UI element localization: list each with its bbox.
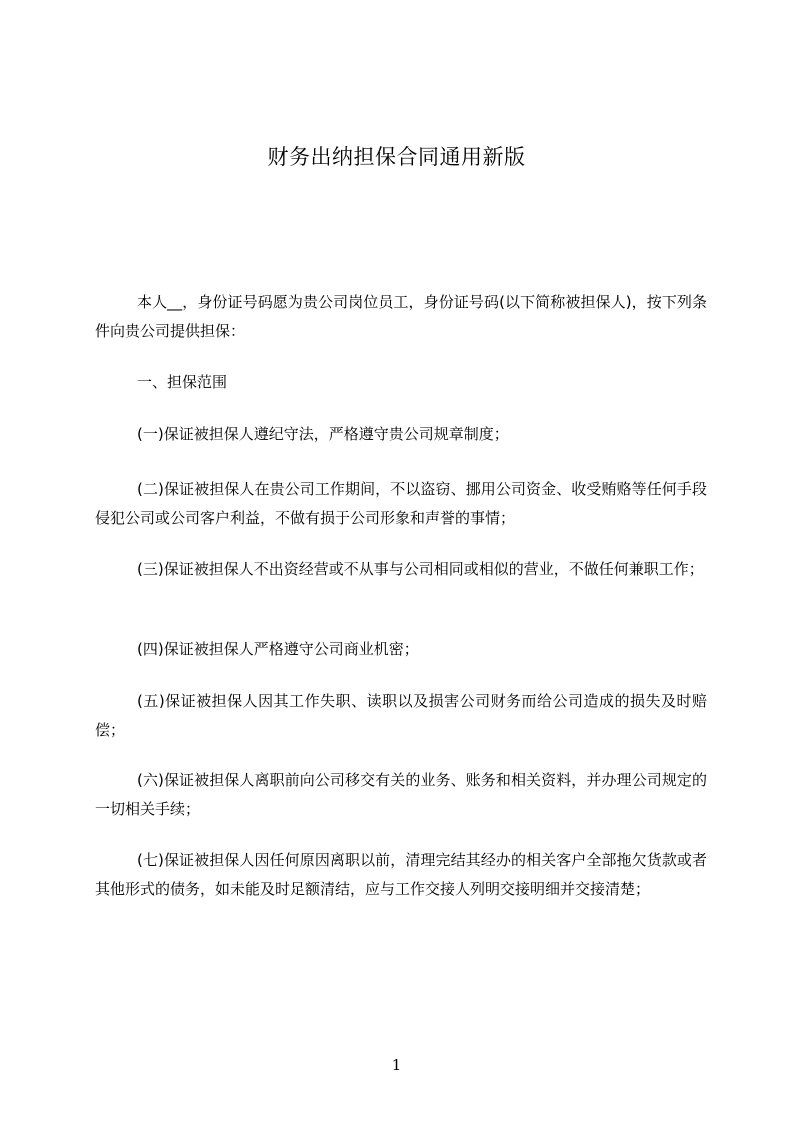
paragraph-intro: 本人__，身份证号码愿为贵公司岗位员工，身份证号码(以下简称被担保人)，按下列条件向贵公司提供担保： (95, 293, 707, 340)
paragraph-clause-1: (一)保证被担保人遵纪守法，严格遵守贵公司规章制度； (137, 425, 509, 443)
document-title: 财务出纳担保合同通用新版 (267, 145, 526, 169)
paragraph-clause-6: (六)保证被担保人离职前向公司移交有关的业务、账务和相关资料，并办理公司规定的一切相关手续； (95, 771, 707, 818)
paragraph-section-heading: 一、担保范围 (137, 373, 228, 391)
paragraph-clause-4: (四)保证被担保人严格遵守公司商业机密； (137, 640, 419, 658)
paragraph-clause-2: (二)保证被担保人在贵公司工作期间，不以盗窃、挪用公司资金、收受贿赂等任何手段侵犯公司或公司客户利益，不做有损于公司形象和声誉的事情； (95, 480, 707, 527)
paragraph-clause-3: (三)保证被担保人不出资经营或不从事与公司相同或相似的营业，不做任何兼职工作； (137, 560, 704, 578)
paragraph-clause-7: (七)保证被担保人因任何原因离职以前，清理完结其经办的相关客户全部拖欠货款或者其他形式的债务，如未能及时足额清结，应与工作交接人列明交接明细并交接清楚； (95, 851, 707, 898)
paragraph-clause-5: (五)保证被担保人因其工作失职、读职以及损害公司财务而给公司造成的损失及时赔偿； (95, 692, 707, 739)
page-number: 1 (391, 1056, 402, 1074)
